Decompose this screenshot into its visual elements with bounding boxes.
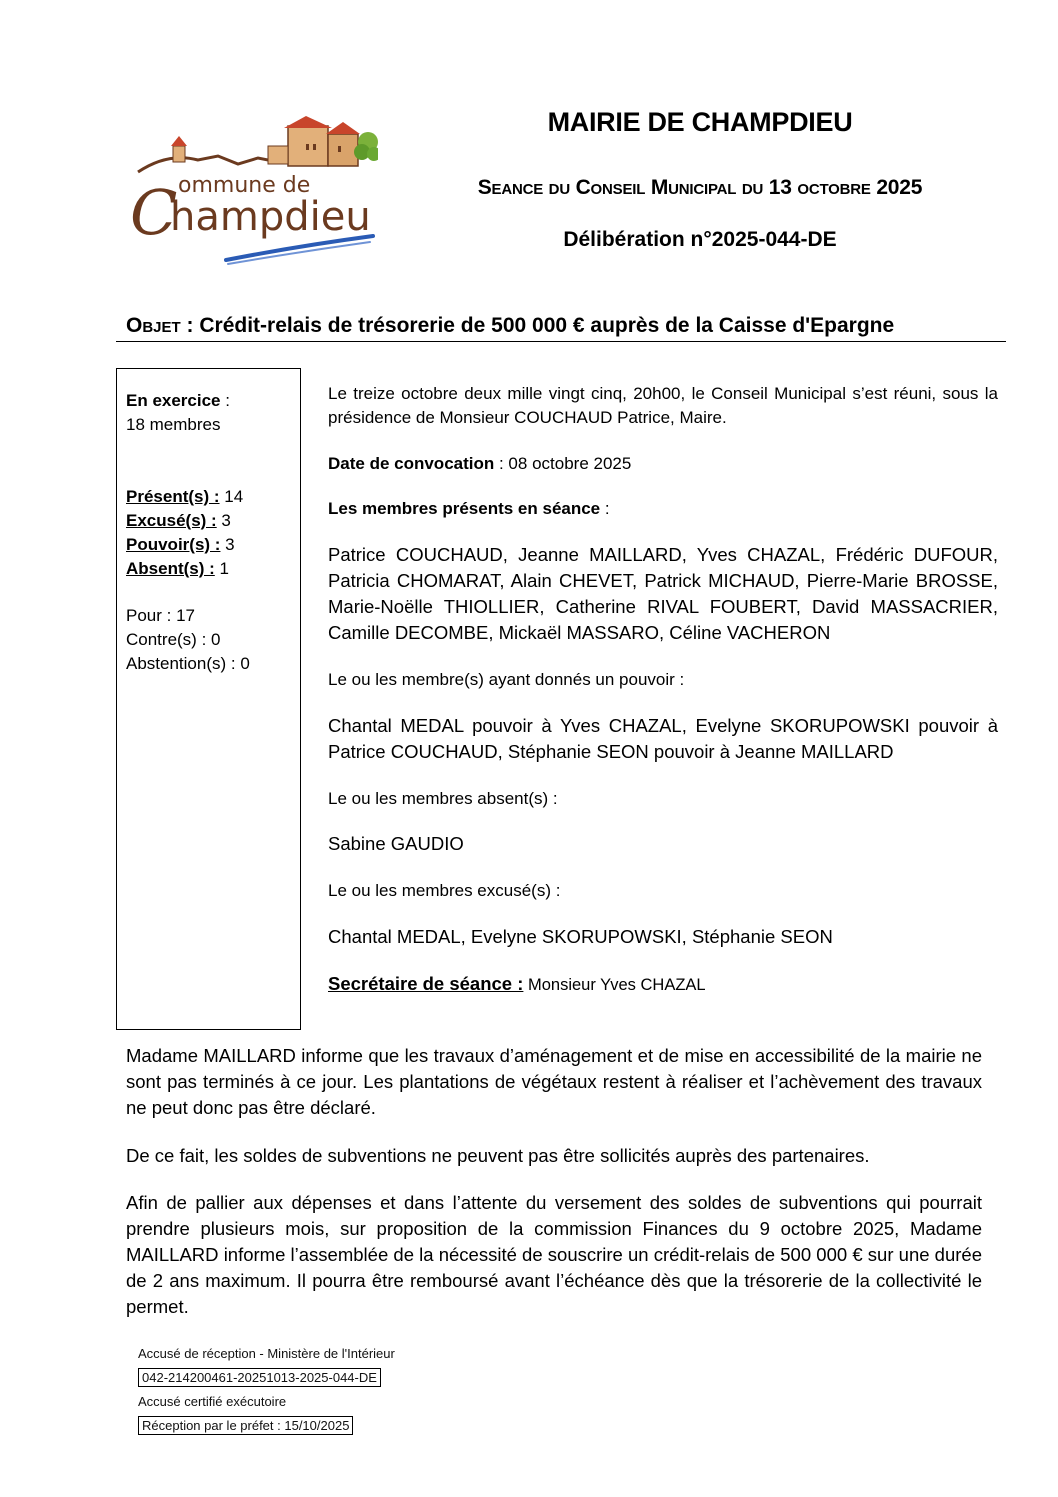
- absents-count-label: Absent(s) :: [126, 559, 215, 578]
- objet-text: Crédit-relais de trésorerie de 500 000 € auprès de la Caisse d'Epargne: [199, 314, 895, 337]
- excuses-count: [126, 509, 231, 533]
- convocation-date: [328, 452, 998, 476]
- presents-count: [126, 485, 243, 509]
- body-paragraph-2: De ce fait, les soldes de subventions ne peuvent pas être sollicités auprès des partenaires.: [126, 1145, 870, 1166]
- seance-title: Seance du Conseil Municipal du 13 octobre 2025: [477, 176, 923, 199]
- session-intro: Le treize octobre deux mille vingt cinq, 20h00, le Conseil Municipal s’est réuni, sous la présidence de Monsieur COUCHAUD Patrice, Maire.: [328, 384, 998, 427]
- logo-graphic: [128, 112, 378, 267]
- objet-line: [126, 314, 894, 338]
- excuses-count-value: 3: [216, 511, 231, 530]
- deliberation-number: Délibération n°2025-044-DE: [563, 228, 837, 251]
- excuses-count-label: Excusé(s) :: [126, 511, 217, 530]
- pouvoirs-count-label: Pouvoir(s) :: [126, 535, 221, 554]
- stamp-line-2: 042-214200461-20251013-2025-044-DE: [138, 1368, 381, 1387]
- absents-list: Sabine GAUDIO: [328, 833, 464, 854]
- pouvoirs-count-value: 3: [220, 535, 235, 554]
- stamp-line-4: Réception par le préfet : 15/10/2025: [138, 1416, 353, 1435]
- secretaire-value: Monsieur Yves CHAZAL: [523, 976, 706, 994]
- presents-heading: [328, 497, 998, 521]
- excuses-heading: Le ou les membres excusé(s) :: [328, 881, 561, 900]
- vote-abstention: Abstention(s) : 0: [126, 654, 250, 673]
- stamp-line-3: Accusé certifié exécutoire: [138, 1394, 287, 1409]
- stamp-line-1: Accusé de réception - Ministère de l'Intérieur: [138, 1346, 395, 1361]
- presents-count-value: 14: [219, 487, 244, 506]
- absents-heading: Le ou les membres absent(s) :: [328, 789, 558, 808]
- objet-divider: [116, 341, 1006, 342]
- vote-pour: Pour : 17: [126, 606, 195, 625]
- absents-count: [126, 557, 229, 581]
- absents-count-value: 1: [214, 559, 229, 578]
- vote-contre: Contre(s) : 0: [126, 630, 221, 649]
- logo-initial: C: [130, 176, 178, 249]
- presents-heading-sep: :: [600, 499, 610, 518]
- body-paragraph-1: Madame MAILLARD informe que les travaux d’aménagement et de mise en accessibilité de la mairie ne sont pas terminés à ce jour. Les plantations de végétaux restent à réaliser et l’achèvement des travaux ne peut donc pas être déclaré.: [126, 1045, 982, 1118]
- logo-line2: hampdieu: [170, 194, 371, 240]
- vote-summary-box: [116, 368, 301, 1030]
- en-exercice: [126, 389, 230, 413]
- excuses-list: Chantal MEDAL, Evelyne SKORUPOWSKI, Stéphanie SEON: [328, 926, 833, 947]
- commune-logo: [128, 112, 378, 267]
- pouvoirs-list: Chantal MEDAL pouvoir à Yves CHAZAL, Evelyne SKORUPOWSKI pouvoir à Patrice COUCHAUD, Stéphanie SEON pouvoir à Jeanne MAILLARD: [328, 715, 998, 762]
- convocation-label: Date de convocation: [328, 454, 495, 473]
- presents-count-label: Présent(s) :: [126, 487, 220, 506]
- presents-heading-label: Les membres présents en séance: [328, 499, 601, 518]
- pouvoirs-count: [126, 533, 235, 557]
- en-exercice-label: En exercice: [126, 391, 221, 410]
- logo-line1: ommune de: [178, 173, 311, 198]
- en-exercice-value: 18 membres: [126, 415, 221, 434]
- mairie-title: MAIRIE DE CHAMPDIEU: [547, 107, 853, 137]
- secretaire-label: Secrétaire de séance :: [328, 973, 524, 994]
- body-paragraph-3: Afin de pallier aux dépenses et dans l’attente du versement des soldes de subventions qui pourrait prendre plusieurs mois, sur proposition de la commission Finances du 9 octobre 2025, Madame MAILLARD informe l’assemblée de la nécessité de souscrire un crédit-relais de 500 000 € sur une durée de 2 ans maximum. Il pourra être remboursé avant l’échéance dès que la trésorerie de la collectivité le permet.: [126, 1192, 982, 1317]
- en-exercice-sep: :: [220, 391, 230, 410]
- objet-label: Objet :: [126, 314, 194, 337]
- pouvoirs-heading: Le ou les membre(s) ayant donnés un pouvoir :: [328, 670, 685, 689]
- convocation-value: : 08 octobre 2025: [494, 454, 632, 473]
- secretaire-line: [328, 971, 706, 998]
- presents-list: Patrice COUCHAUD, Jeanne MAILLARD, Yves CHAZAL, Frédéric DUFOUR, Patricia CHOMARAT, Alain CHEVET, Patrick MICHAUD, Pierre-Marie BROSSE, Marie-Noëlle THIOLLIER, Catherine RIVAL FOUBERT, David MASSACRIER, Camille DECOMBE, Mickaël MASSARO, Céline VACHERON: [328, 544, 998, 643]
